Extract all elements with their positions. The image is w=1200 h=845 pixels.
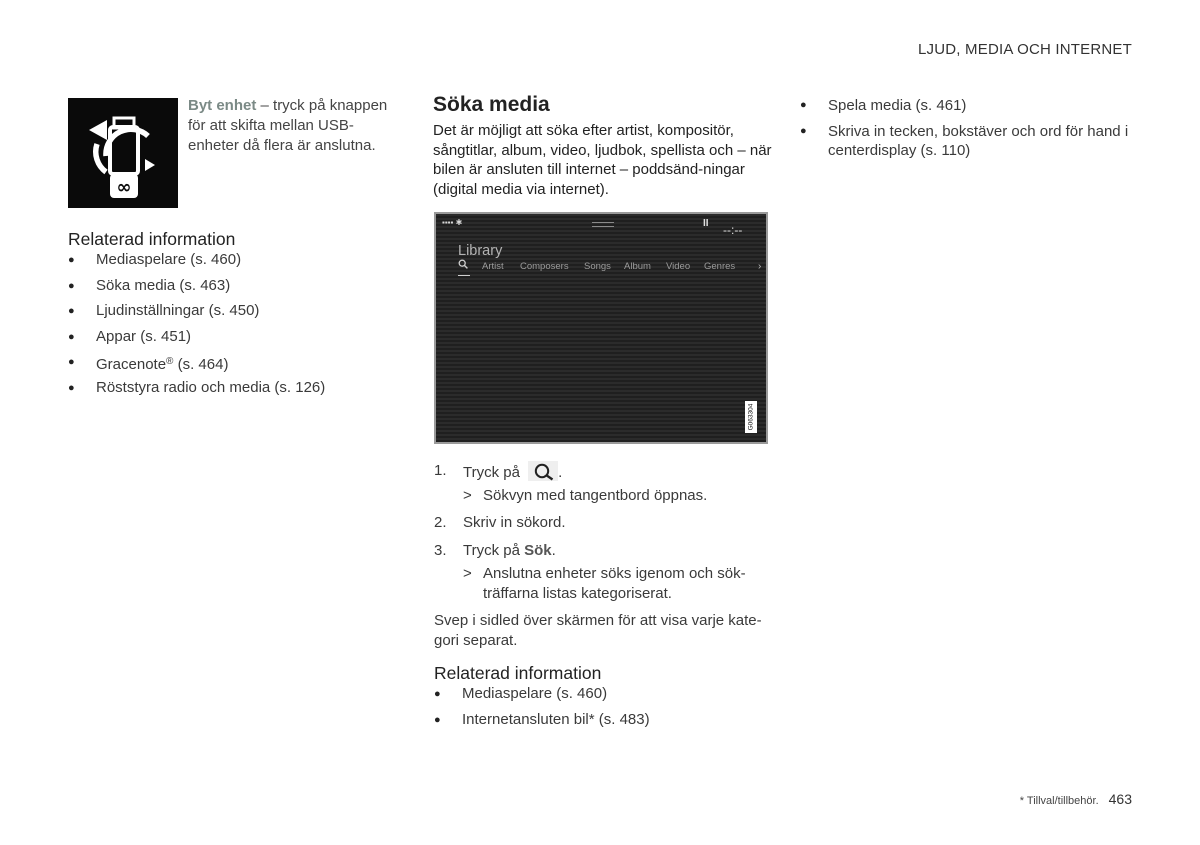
instruction-steps: [434, 461, 774, 604]
result-text: Sökvyn med tangentbord öppnas.: [483, 487, 708, 504]
result-marker: >: [463, 565, 472, 582]
status-bar-icons: ▪▪▪▪ ✱: [442, 218, 463, 227]
step-number: 1.: [434, 462, 447, 479]
tab-video: Video: [666, 261, 691, 272]
related-link-gracenote[interactable]: [68, 352, 325, 378]
swipe-paragraph: Svep i sidled över skärmen för att visa varje kate-gori separat.: [434, 612, 762, 649]
gracenote-label: Gracenote: [96, 356, 167, 374]
tab-songs: Songs: [584, 261, 611, 272]
registered-mark: ®: [166, 356, 174, 368]
result-text: Anslutna enheter söks igenom och sök-träffarna listas kategoriserat.: [483, 565, 746, 602]
switch-usb-device-icon: [68, 98, 178, 208]
intro-paragraph: Det är möjligt att söka efter artist, kompositör, sångtitlar, album, video, ljudbok, spellista och – när bilen är ansluten till internet – poddsänd-ningar (digital media via internet).: [433, 122, 772, 198]
related-info-heading-2: Relaterad information: [434, 663, 602, 683]
chevron-right-icon: ›: [758, 261, 762, 272]
tab-album: Album: [624, 261, 651, 272]
step-text: Tryck på: [463, 464, 525, 481]
library-screen-image: [434, 212, 768, 444]
related-info-list: [68, 250, 325, 404]
image-code-text: G063304: [747, 403, 755, 431]
related-link-mediaspelare[interactable]: ● Mediaspelare (s. 460): [68, 250, 325, 276]
pause-icon: II: [703, 218, 709, 229]
step-2: [434, 513, 774, 533]
footnote-text: * Tillval/tillbehör.: [1019, 795, 1099, 807]
clock-display: --:--: [723, 223, 743, 237]
tab-artist: Artist: [482, 261, 504, 272]
step-1: [434, 461, 774, 506]
related-link-internetansluten-bil[interactable]: ● Internetansluten bil* (s. 483): [434, 710, 650, 736]
switch-device-term: Byt enhet: [188, 97, 257, 114]
tab-composers: Composers: [520, 261, 569, 272]
switch-device-text: – tryck på knappen för att skifta mellan USB-enheter då flera är anslutna.: [188, 97, 388, 154]
svg-text:∞: ∞: [116, 177, 132, 198]
step-result: [463, 564, 774, 604]
page-number: 463: [1108, 791, 1132, 807]
search-icon: [528, 461, 558, 481]
step-result: [463, 486, 774, 506]
step-text: Skriv in sökord.: [463, 514, 566, 531]
step-3: [434, 541, 774, 604]
search-icon: [458, 259, 468, 269]
image-reference-code: [745, 401, 757, 433]
page-footer: [1020, 791, 1132, 807]
related-link-skriva-in-tecken[interactable]: ● Skriva in tecken, bokstäver och ord för hand i centerdisplay (s. 110): [800, 122, 1140, 161]
search-button-label: Sök: [524, 542, 552, 559]
related-link-mediaspelare-2[interactable]: ● Mediaspelare (s. 460): [434, 684, 650, 710]
drag-handle-icon: [592, 222, 614, 227]
gracenote-page: (s. 464): [173, 356, 229, 374]
related-link-ljudinstallningar[interactable]: ● Ljudinställningar (s. 450): [68, 301, 325, 327]
library-tabs: [458, 261, 768, 275]
step-text-end: .: [558, 464, 563, 481]
section-title: Söka media: [433, 93, 550, 116]
related-link-spela-media[interactable]: ● Spela media (s. 461): [800, 96, 1140, 116]
chapter-header: LJUD, MEDIA OCH INTERNET: [918, 41, 1132, 58]
library-title: Library: [458, 243, 503, 259]
related-info-heading: Relaterad information: [68, 229, 236, 249]
tab-genres: Genres: [704, 261, 736, 272]
result-marker: >: [463, 487, 472, 504]
step-text: Tryck på: [463, 542, 525, 559]
step-number: 2.: [434, 514, 447, 531]
step-text-end: .: [551, 542, 556, 559]
related-info-list-3: [800, 96, 1140, 167]
step-number: 3.: [434, 542, 447, 559]
related-info-list-2: [434, 684, 650, 735]
active-tab-underline: [458, 275, 470, 276]
related-link-soka-media[interactable]: ● Söka media (s. 463): [68, 276, 325, 302]
related-link-roststyra[interactable]: ● Röststyra radio och media (s. 126): [68, 378, 325, 404]
related-link-appar[interactable]: ● Appar (s. 451): [68, 327, 325, 353]
switch-device-description: [188, 96, 398, 156]
